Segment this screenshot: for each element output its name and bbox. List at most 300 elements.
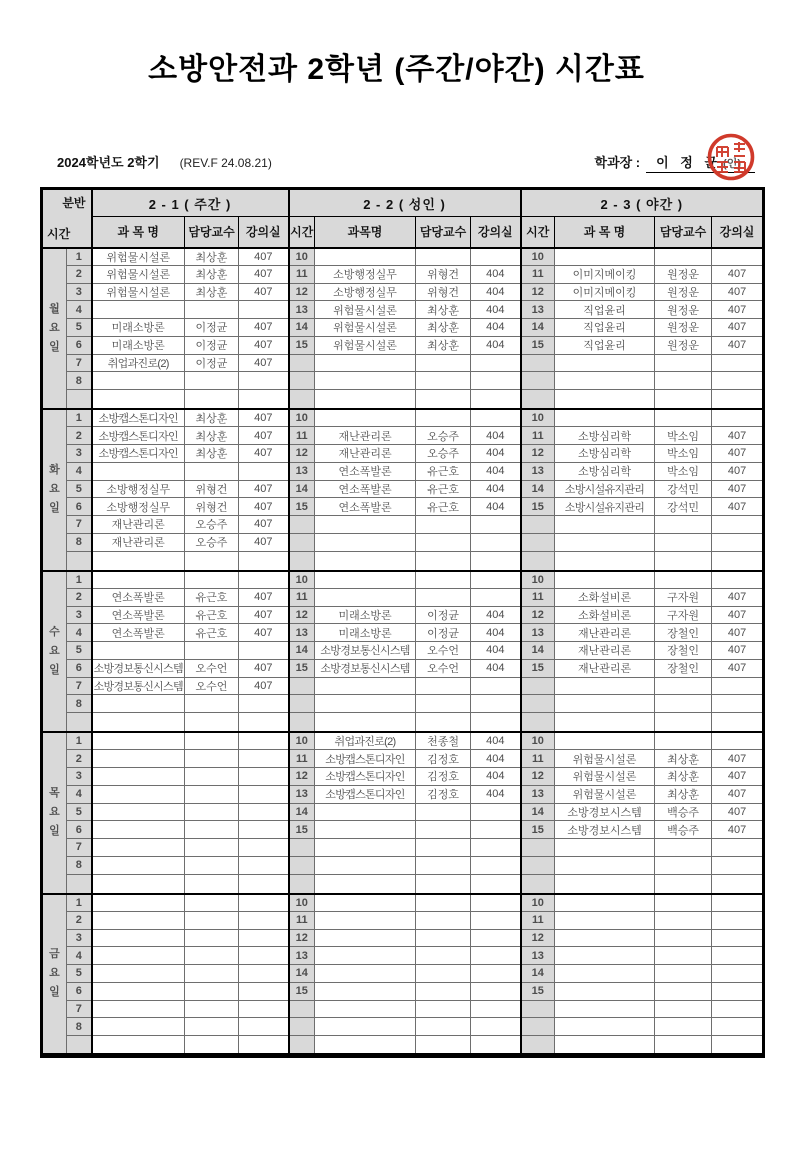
professor-cell bbox=[185, 785, 239, 803]
period-cell: 14 bbox=[289, 803, 315, 821]
professor-cell: 최상훈 bbox=[185, 265, 239, 283]
subject-cell: 소방경보시스템 bbox=[555, 803, 655, 821]
period-cell: 14 bbox=[521, 965, 555, 983]
period-cell: 4 bbox=[67, 624, 92, 642]
professor-cell bbox=[416, 856, 471, 874]
room-cell bbox=[712, 409, 764, 427]
period-cell bbox=[521, 874, 555, 894]
room-cell bbox=[239, 965, 289, 983]
professor-cell: 김정호 bbox=[416, 768, 471, 786]
timetable-row bbox=[42, 445, 764, 463]
professor-cell: 유근호 bbox=[185, 624, 239, 642]
period-cell: 15 bbox=[521, 659, 555, 677]
period-cell bbox=[289, 856, 315, 874]
subject-cell bbox=[92, 965, 185, 983]
professor-cell bbox=[185, 1018, 239, 1036]
room-cell bbox=[239, 390, 289, 410]
room-cell: 407 bbox=[239, 319, 289, 337]
professor-cell bbox=[416, 839, 471, 857]
professor-cell: 최상훈 bbox=[416, 301, 471, 319]
professor-cell bbox=[185, 732, 239, 750]
period-cell: 4 bbox=[67, 785, 92, 803]
page-header bbox=[0, 44, 793, 170]
timetable-row bbox=[42, 498, 764, 516]
professor-cell bbox=[655, 947, 712, 965]
period-cell: 12 bbox=[521, 929, 555, 947]
professor-cell: 최상훈 bbox=[185, 427, 239, 445]
room-cell bbox=[712, 354, 764, 372]
professor-cell: 위형건 bbox=[185, 498, 239, 516]
period-cell bbox=[67, 551, 92, 571]
professor-cell bbox=[655, 551, 712, 571]
subject-cell bbox=[315, 409, 416, 427]
period-cell: 4 bbox=[67, 947, 92, 965]
room-cell: 407 bbox=[712, 265, 764, 283]
subject-cell: 이미지메이킹 bbox=[555, 265, 655, 283]
subject-cell bbox=[315, 803, 416, 821]
timetable-header bbox=[42, 189, 764, 248]
timetable-row bbox=[42, 409, 764, 427]
room-cell: 407 bbox=[239, 516, 289, 534]
room-cell: 404 bbox=[471, 336, 521, 354]
timetable-row bbox=[42, 480, 764, 498]
subject-cell: 위험물시설론 bbox=[555, 785, 655, 803]
period-cell: 11 bbox=[521, 265, 555, 283]
room-cell: 404 bbox=[471, 659, 521, 677]
room-cell bbox=[239, 785, 289, 803]
subject-cell bbox=[555, 571, 655, 589]
subject-cell: 소방시설유지관리 bbox=[555, 498, 655, 516]
room-cell bbox=[239, 713, 289, 733]
subject-cell: 취업과진로(2) bbox=[92, 354, 185, 372]
room-cell: 407 bbox=[239, 480, 289, 498]
room-cell: 407 bbox=[712, 445, 764, 463]
subject-cell bbox=[92, 695, 185, 713]
period-cell bbox=[289, 354, 315, 372]
period-cell: 13 bbox=[521, 947, 555, 965]
period-cell: 14 bbox=[289, 965, 315, 983]
subject-cell bbox=[555, 839, 655, 857]
room-cell: 404 bbox=[471, 445, 521, 463]
professor-cell bbox=[655, 732, 712, 750]
dept-head-label: 학과장 : bbox=[594, 155, 641, 170]
professor-cell bbox=[185, 874, 239, 894]
professor-cell bbox=[185, 1036, 239, 1056]
room-cell bbox=[712, 551, 764, 571]
subject-cell bbox=[555, 695, 655, 713]
period-cell: 7 bbox=[67, 516, 92, 534]
day-label bbox=[42, 248, 67, 410]
subject-cell bbox=[315, 588, 416, 606]
professor-cell: 백승주 bbox=[655, 803, 712, 821]
room-cell bbox=[471, 354, 521, 372]
room-cell bbox=[471, 929, 521, 947]
period-cell bbox=[289, 1036, 315, 1056]
period-cell: 10 bbox=[289, 409, 315, 427]
professor-cell bbox=[185, 803, 239, 821]
room-cell bbox=[712, 533, 764, 551]
professor-cell: 박소임 bbox=[655, 462, 712, 480]
subject-cell bbox=[555, 409, 655, 427]
subject-cell: 소화설비론 bbox=[555, 606, 655, 624]
room-cell bbox=[712, 1036, 764, 1056]
professor-cell: 이정균 bbox=[416, 624, 471, 642]
room-cell bbox=[471, 803, 521, 821]
timetable-row bbox=[42, 768, 764, 786]
room-cell bbox=[239, 1036, 289, 1056]
period-cell: 15 bbox=[289, 498, 315, 516]
room-cell: 404 bbox=[471, 319, 521, 337]
dept-head-seal-stamp-icon bbox=[706, 132, 756, 182]
period-cell: 13 bbox=[521, 462, 555, 480]
subject-cell bbox=[92, 462, 185, 480]
timetable-row bbox=[42, 785, 764, 803]
professor-cell bbox=[416, 354, 471, 372]
period-cell: 11 bbox=[521, 427, 555, 445]
period-cell bbox=[521, 551, 555, 571]
period-cell: 11 bbox=[521, 911, 555, 929]
professor-cell: 오승주 bbox=[416, 445, 471, 463]
professor-cell bbox=[185, 713, 239, 733]
professor-cell bbox=[655, 695, 712, 713]
room-cell: 404 bbox=[471, 768, 521, 786]
corner-time-label: 시간 bbox=[47, 226, 71, 241]
subject-cell bbox=[92, 821, 185, 839]
professor-cell: 이정균 bbox=[416, 606, 471, 624]
subject-cell bbox=[92, 785, 185, 803]
subject-cell bbox=[555, 516, 655, 534]
period-cell: 12 bbox=[289, 606, 315, 624]
period-cell: 11 bbox=[289, 588, 315, 606]
professor-cell: 오수언 bbox=[185, 659, 239, 677]
professor-cell: 위형건 bbox=[416, 265, 471, 283]
room-cell bbox=[471, 982, 521, 1000]
timetable-row bbox=[42, 319, 764, 337]
subject-cell: 재난관리론 bbox=[555, 624, 655, 642]
period-cell: 13 bbox=[521, 301, 555, 319]
subject-cell bbox=[92, 856, 185, 874]
subject-cell bbox=[555, 551, 655, 571]
subject-cell bbox=[555, 390, 655, 410]
professor-cell bbox=[185, 894, 239, 912]
professor-cell bbox=[655, 354, 712, 372]
period-cell: 14 bbox=[521, 803, 555, 821]
period-cell bbox=[521, 533, 555, 551]
subject-cell: 소방시설유지관리 bbox=[555, 480, 655, 498]
timetable-row bbox=[42, 336, 764, 354]
room-cell bbox=[712, 982, 764, 1000]
period-cell bbox=[521, 677, 555, 695]
col-header-room: 강의실 bbox=[712, 217, 764, 248]
professor-cell bbox=[185, 695, 239, 713]
col-header-professor: 담당교수 bbox=[416, 217, 471, 248]
subject-cell: 취업과진로(2) bbox=[315, 732, 416, 750]
subject-cell: 소방캡스톤디자인 bbox=[315, 785, 416, 803]
professor-cell bbox=[416, 390, 471, 410]
professor-cell bbox=[416, 1036, 471, 1056]
subject-cell: 직업윤리 bbox=[555, 301, 655, 319]
subject-cell bbox=[315, 982, 416, 1000]
room-cell: 404 bbox=[471, 624, 521, 642]
room-cell: 407 bbox=[239, 606, 289, 624]
professor-cell: 박소임 bbox=[655, 445, 712, 463]
subject-cell bbox=[92, 750, 185, 768]
period-cell: 11 bbox=[289, 265, 315, 283]
subject-cell bbox=[315, 677, 416, 695]
subject-cell bbox=[92, 894, 185, 912]
subject-cell bbox=[555, 677, 655, 695]
subject-cell bbox=[555, 982, 655, 1000]
dept-head-name: 이 정 균 bbox=[656, 155, 722, 170]
professor-cell: 구자원 bbox=[655, 588, 712, 606]
period-cell: 11 bbox=[289, 750, 315, 768]
subject-cell bbox=[315, 965, 416, 983]
period-cell bbox=[521, 839, 555, 857]
room-cell: 404 bbox=[471, 301, 521, 319]
room-cell bbox=[239, 839, 289, 857]
col-header-subject: 과목명 bbox=[315, 217, 416, 248]
timetable-row bbox=[42, 659, 764, 677]
subject-cell: 소방경보통신시스템 bbox=[315, 659, 416, 677]
room-cell bbox=[712, 677, 764, 695]
period-cell: 7 bbox=[67, 839, 92, 857]
subject-cell: 위험물시설론 bbox=[92, 283, 185, 301]
professor-cell: 오수언 bbox=[185, 677, 239, 695]
timetable-row bbox=[42, 516, 764, 534]
room-cell bbox=[239, 1000, 289, 1018]
period-cell bbox=[521, 390, 555, 410]
room-cell bbox=[712, 732, 764, 750]
timetable-row bbox=[42, 354, 764, 372]
subject-cell: 소방행정실무 bbox=[92, 498, 185, 516]
period-cell bbox=[289, 516, 315, 534]
subject-cell bbox=[555, 929, 655, 947]
period-cell: 8 bbox=[67, 695, 92, 713]
period-cell: 5 bbox=[67, 803, 92, 821]
period-cell bbox=[289, 390, 315, 410]
professor-cell bbox=[655, 677, 712, 695]
period-cell: 12 bbox=[289, 283, 315, 301]
professor-cell bbox=[655, 982, 712, 1000]
subject-cell bbox=[92, 551, 185, 571]
professor-cell bbox=[655, 1036, 712, 1056]
subject-cell bbox=[555, 856, 655, 874]
subject-cell: 직업윤리 bbox=[555, 319, 655, 337]
subject-cell: 위험물시설론 bbox=[92, 248, 185, 266]
period-cell: 6 bbox=[67, 336, 92, 354]
period-cell bbox=[521, 1000, 555, 1018]
subject-cell bbox=[555, 1000, 655, 1018]
subject-cell bbox=[315, 551, 416, 571]
period-cell: 15 bbox=[521, 498, 555, 516]
period-cell bbox=[521, 856, 555, 874]
professor-cell bbox=[416, 516, 471, 534]
period-cell: 10 bbox=[289, 894, 315, 912]
period-cell bbox=[521, 1036, 555, 1056]
period-cell: 11 bbox=[521, 588, 555, 606]
period-cell: 10 bbox=[289, 571, 315, 589]
day-label-char: 일 bbox=[49, 502, 60, 515]
professor-cell bbox=[655, 533, 712, 551]
corner-cell bbox=[42, 189, 92, 248]
subject-cell bbox=[315, 372, 416, 390]
room-cell bbox=[712, 839, 764, 857]
room-cell bbox=[239, 1018, 289, 1036]
subject-cell: 소방캡스톤디자인 bbox=[315, 768, 416, 786]
period-cell bbox=[67, 713, 92, 733]
room-cell: 404 bbox=[471, 750, 521, 768]
room-cell bbox=[471, 533, 521, 551]
period-cell: 14 bbox=[521, 480, 555, 498]
period-cell bbox=[521, 372, 555, 390]
professor-cell bbox=[185, 301, 239, 319]
period-cell: 10 bbox=[289, 248, 315, 266]
subject-cell bbox=[92, 301, 185, 319]
period-cell: 14 bbox=[521, 642, 555, 660]
room-cell bbox=[239, 768, 289, 786]
subject-cell bbox=[92, 839, 185, 857]
subject-cell: 소방행정실무 bbox=[315, 265, 416, 283]
professor-cell: 이정균 bbox=[185, 354, 239, 372]
room-cell: 407 bbox=[712, 624, 764, 642]
subject-cell: 연소폭발론 bbox=[315, 480, 416, 498]
period-cell: 8 bbox=[67, 533, 92, 551]
period-cell bbox=[67, 390, 92, 410]
subject-cell bbox=[92, 713, 185, 733]
subject-cell bbox=[92, 874, 185, 894]
subject-cell bbox=[92, 911, 185, 929]
professor-cell bbox=[185, 965, 239, 983]
period-cell: 12 bbox=[289, 929, 315, 947]
subject-cell: 재난관리론 bbox=[92, 533, 185, 551]
period-cell: 10 bbox=[521, 571, 555, 589]
professor-cell: 오승주 bbox=[416, 427, 471, 445]
timetable-row bbox=[42, 929, 764, 947]
subject-cell bbox=[92, 390, 185, 410]
room-cell: 407 bbox=[712, 301, 764, 319]
professor-cell: 최상훈 bbox=[185, 283, 239, 301]
subject-cell: 소화설비론 bbox=[555, 588, 655, 606]
period-cell bbox=[289, 677, 315, 695]
room-cell bbox=[239, 732, 289, 750]
room-cell: 404 bbox=[471, 606, 521, 624]
room-cell bbox=[471, 947, 521, 965]
day-label-char: 일 bbox=[49, 986, 60, 998]
room-cell bbox=[471, 839, 521, 857]
professor-cell bbox=[416, 929, 471, 947]
period-cell: 10 bbox=[521, 409, 555, 427]
professor-cell bbox=[655, 929, 712, 947]
room-cell: 407 bbox=[712, 480, 764, 498]
subject-cell bbox=[315, 947, 416, 965]
subject-cell: 재난관리론 bbox=[315, 445, 416, 463]
subject-cell bbox=[555, 894, 655, 912]
period-cell bbox=[521, 1018, 555, 1036]
timetable-row bbox=[42, 248, 764, 266]
timetable-row bbox=[42, 533, 764, 551]
subject-cell bbox=[315, 839, 416, 857]
professor-cell bbox=[655, 1000, 712, 1018]
professor-cell bbox=[185, 571, 239, 589]
room-cell: 407 bbox=[712, 588, 764, 606]
professor-cell: 원정운 bbox=[655, 319, 712, 337]
period-cell: 5 bbox=[67, 319, 92, 337]
day-spacer-row bbox=[42, 551, 764, 571]
professor-cell: 유근호 bbox=[416, 498, 471, 516]
room-cell bbox=[239, 372, 289, 390]
period-cell: 15 bbox=[521, 336, 555, 354]
subject-cell: 소방심리학 bbox=[555, 445, 655, 463]
subject-cell bbox=[315, 1018, 416, 1036]
room-cell bbox=[712, 1000, 764, 1018]
professor-cell: 최상훈 bbox=[655, 785, 712, 803]
seal-placeholder-text: (인) bbox=[723, 158, 741, 170]
subject-cell: 소방행정실무 bbox=[315, 283, 416, 301]
col-header-time: 시간 bbox=[289, 217, 315, 248]
period-cell: 7 bbox=[67, 677, 92, 695]
subject-cell bbox=[315, 1000, 416, 1018]
professor-cell: 최상훈 bbox=[655, 768, 712, 786]
professor-cell bbox=[185, 856, 239, 874]
professor-cell bbox=[655, 571, 712, 589]
room-cell bbox=[239, 642, 289, 660]
day-label-char: 월 bbox=[49, 302, 60, 315]
room-cell bbox=[471, 695, 521, 713]
period-cell bbox=[289, 695, 315, 713]
subject-cell: 위험물시설론 bbox=[315, 319, 416, 337]
room-cell: 407 bbox=[239, 659, 289, 677]
period-cell: 11 bbox=[521, 750, 555, 768]
timetable-row bbox=[42, 624, 764, 642]
subject-cell bbox=[555, 874, 655, 894]
professor-cell bbox=[655, 248, 712, 266]
day-label-char: 요 bbox=[49, 644, 60, 657]
professor-cell: 강석민 bbox=[655, 480, 712, 498]
subject-cell bbox=[555, 911, 655, 929]
professor-cell: 최상훈 bbox=[185, 248, 239, 266]
period-cell: 15 bbox=[289, 659, 315, 677]
subject-cell bbox=[555, 1018, 655, 1036]
professor-cell bbox=[416, 911, 471, 929]
professor-cell bbox=[185, 372, 239, 390]
timetable-row bbox=[42, 894, 764, 912]
professor-cell: 유근호 bbox=[185, 588, 239, 606]
subject-cell bbox=[315, 354, 416, 372]
room-cell bbox=[712, 713, 764, 733]
room-cell bbox=[712, 894, 764, 912]
professor-cell: 최상훈 bbox=[185, 409, 239, 427]
period-cell: 3 bbox=[67, 768, 92, 786]
professor-cell: 천종철 bbox=[416, 732, 471, 750]
professor-cell: 오수언 bbox=[416, 659, 471, 677]
professor-cell: 오수언 bbox=[416, 642, 471, 660]
day-label-char: 요 bbox=[49, 321, 60, 334]
day-label-char: 요 bbox=[49, 483, 60, 496]
period-cell: 1 bbox=[67, 409, 92, 427]
room-cell bbox=[239, 821, 289, 839]
subject-cell bbox=[315, 533, 416, 551]
subject-cell bbox=[92, 982, 185, 1000]
professor-cell bbox=[416, 821, 471, 839]
subject-cell bbox=[92, 732, 185, 750]
period-cell bbox=[289, 1018, 315, 1036]
room-cell bbox=[239, 571, 289, 589]
info-row bbox=[57, 152, 755, 174]
subject-cell bbox=[315, 874, 416, 894]
professor-cell bbox=[655, 409, 712, 427]
timetable-row bbox=[42, 427, 764, 445]
professor-cell bbox=[655, 839, 712, 857]
